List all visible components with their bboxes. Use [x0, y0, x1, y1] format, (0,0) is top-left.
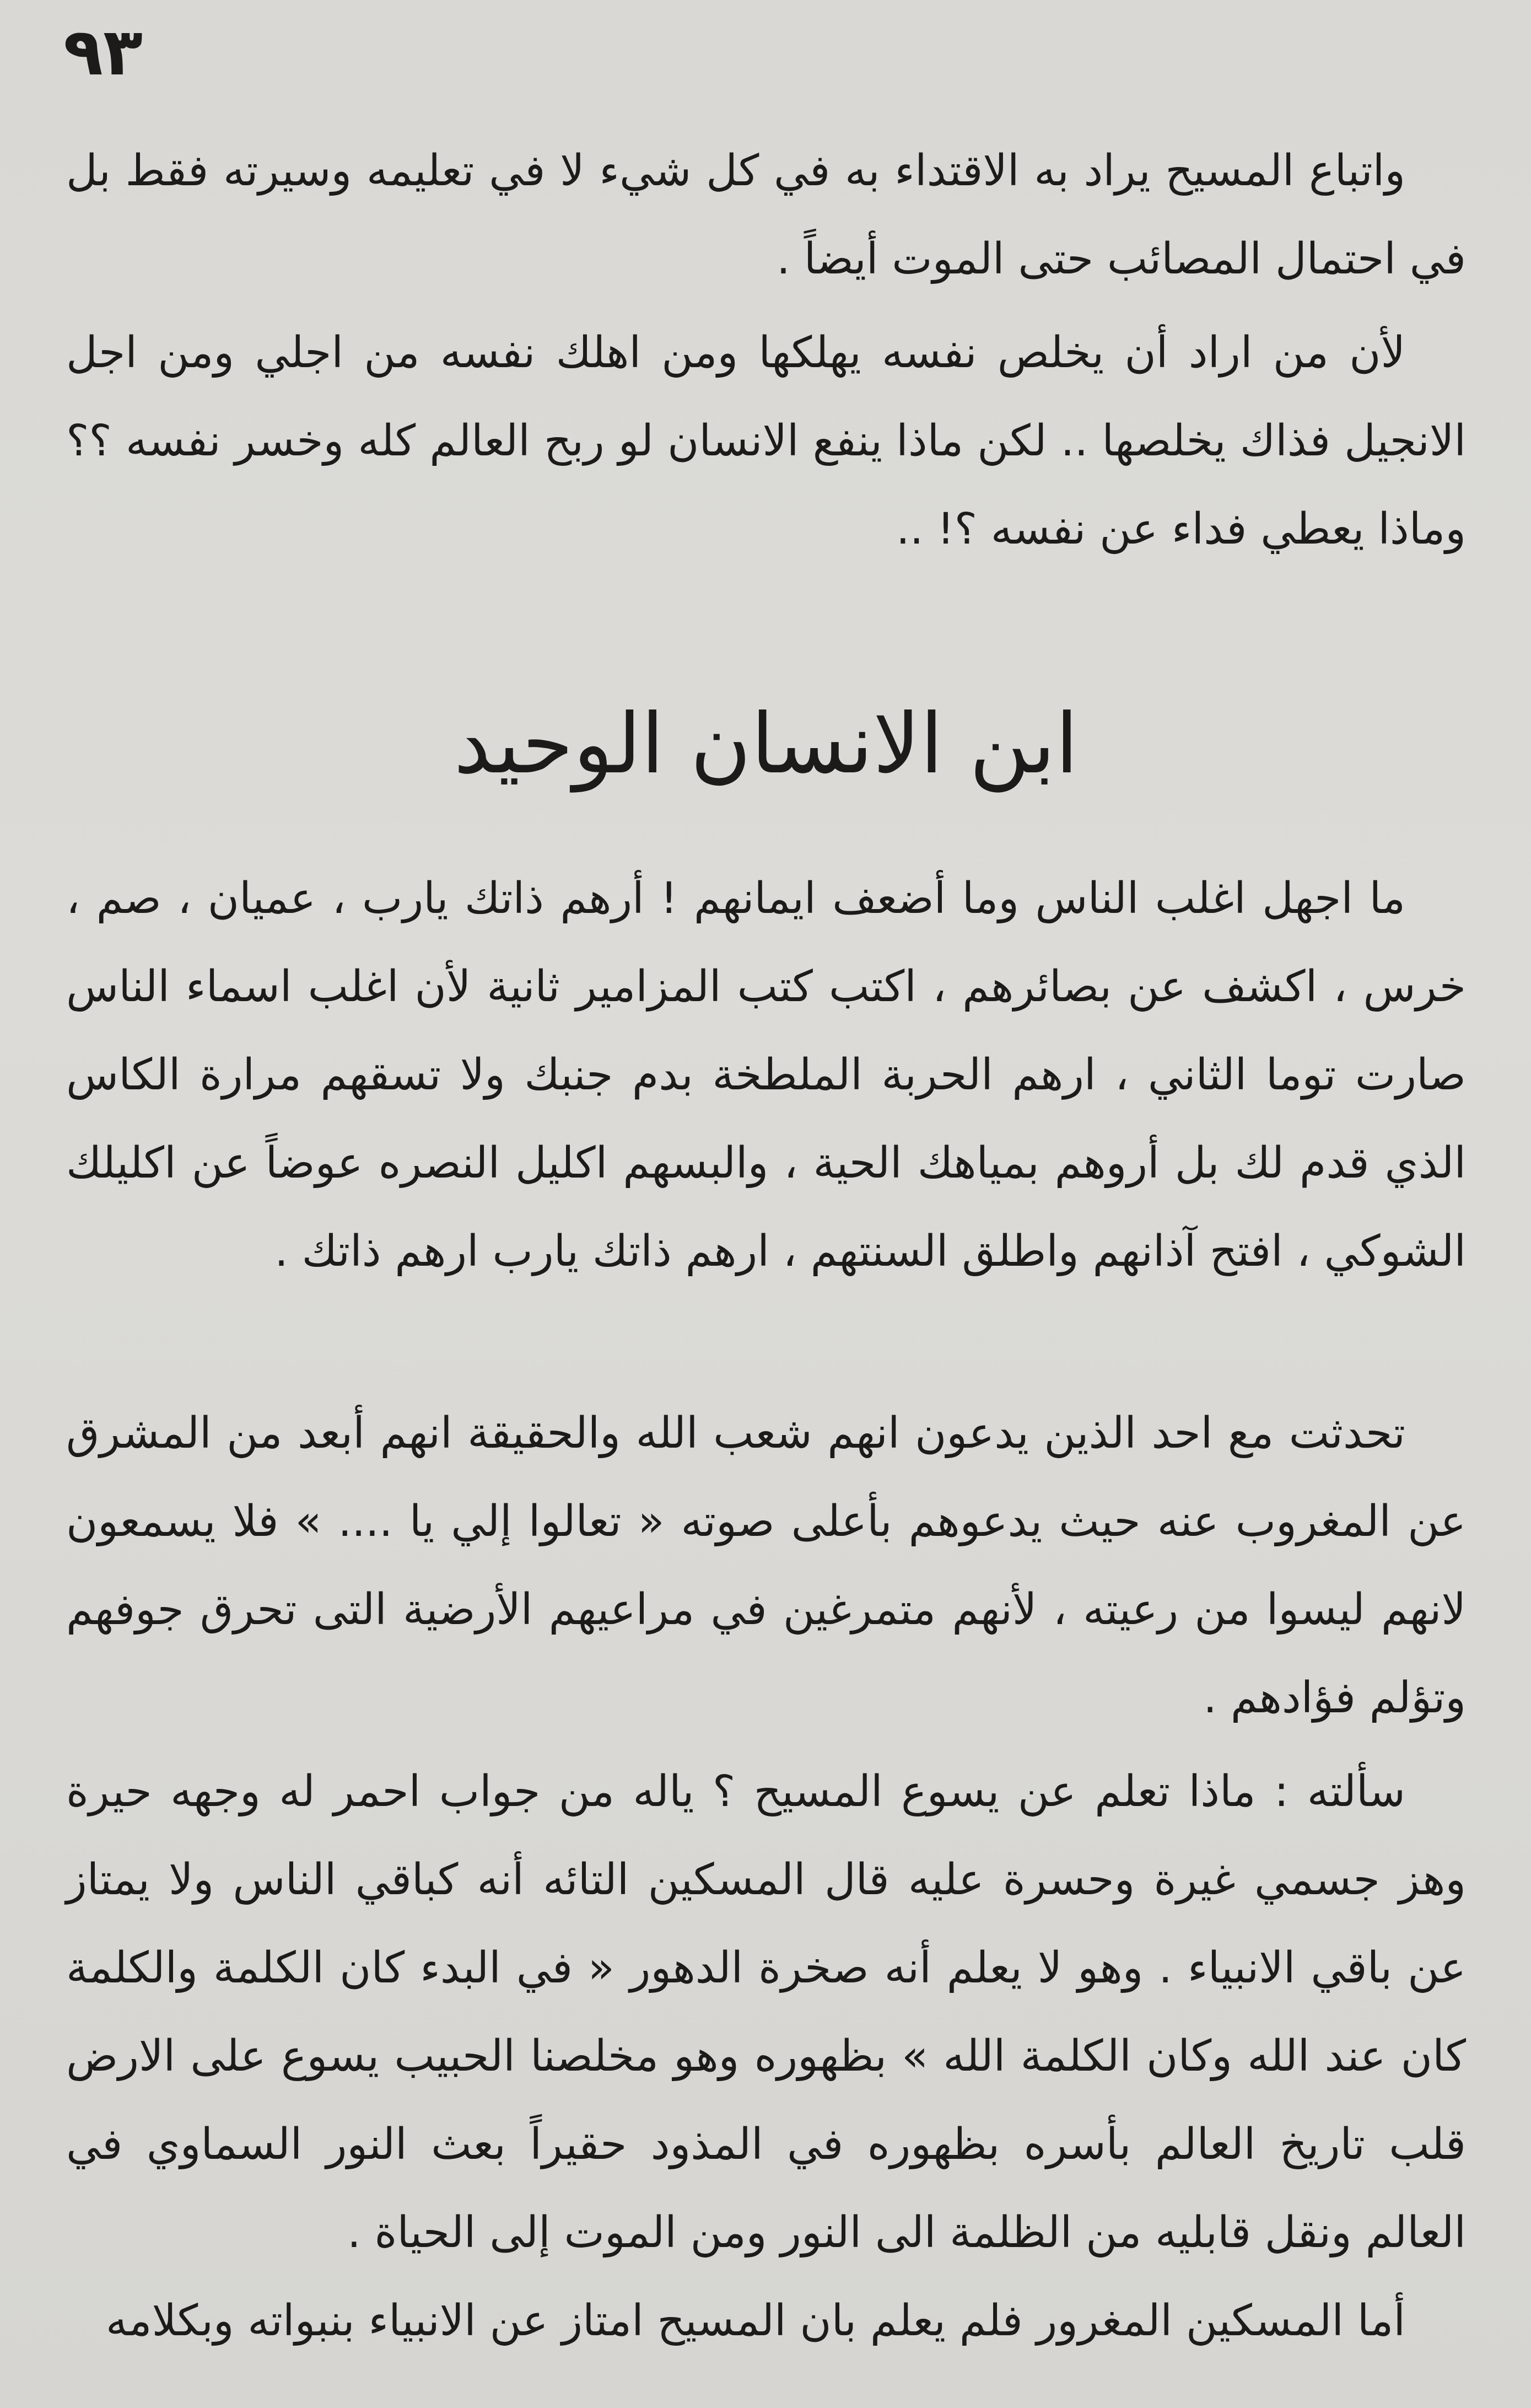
section-paragraph-2 [66, 1389, 1466, 1742]
section-paragraph-3 [66, 1748, 1466, 2277]
paragraph-text: واتباع المسيح يراد به الاقتداء به في كل شيء لا في تعليمه وسيرته فقط بل في احتمال المصائب حتى الموت أيضاً . [66, 146, 1466, 284]
page-number: ٩٣ [63, 14, 143, 90]
paragraph-2 [66, 309, 1466, 573]
section-paragraph-1 [66, 854, 1466, 1296]
paragraph-text: تحدثت مع احد الذين يدعون انهم شعب الله والحقيقة انهم أبعد من المشرق عن المغروب عنه حيث يدعوهم بأعلى صوته « تعالوا إلي يا .... » فلا يسمعون لانهم ليسوا من رعيته ، لأنهم متمرغين في مراعيهم الأرضية التى تحرق جوفهم وتؤلم فؤادهم . [66, 1409, 1466, 1723]
paragraph-text: أما المسكين المغرور فلم يعلم بان المسيح امتاز عن الانبياء بنبواته وبكلامه [105, 2296, 1405, 2346]
section-paragraph-4 [66, 2277, 1466, 2365]
paragraph-text: لأن من اراد أن يخلص نفسه يهلكها ومن اهلك نفسه من اجلي ومن اجل الانجيل فذاك يخلصها .. لكن ماذا ينفع الانسان لو ربح العالم كله وخسر نفسه ؟؟ وماذا يعطي فداء عن نفسه ؟! .. [66, 328, 1466, 554]
paragraph-1 [66, 127, 1466, 303]
section-heading: ابن الانسان الوحيد [454, 696, 1079, 792]
paragraph-text: ما اجهل اغلب الناس وما أضعف ايمانهم ! أرهم ذاتك يارب ، عميان ، صم ، خرس ، اكشف عن بصائرهم ، اكتب كتب المزامير ثانية لأن اغلب اسماء الناس صارت توما الثاني ، ارهم الحربة الملطخة بدم جنبك ولا تسقهم مرارة الكاس الذي قدم لك بل أروهم بمياهك الحية ، والبسهم اكليل النصره عوضاً عن اكليلك الشوكي ، افتح آذانهم واطلق السنتهم ، ارهم ذاتك يارب ارهم ذاتك . [66, 874, 1466, 1276]
paragraph-text: سألته : ماذا تعلم عن يسوع المسيح ؟ ياله من جواب احمر له وجهه حيرة وهز جسمي غيرة وحسرة عليه قال المسكين التائه أنه كباقي الناس ولا يمتاز عن باقي الانبياء . وهو لا يعلم أنه صخرة الدهور « في البدء كان الكلمة والكلمة كان عند الله وكان الكلمة الله » بظهوره وهو مخلصنا الحبيب يسوع على الارض قلب تاريخ العالم بأسره بظهوره في المذود حقيراً بعث النور السماوي في العالم ونقل قابليه من الظلمة الى النور ومن الموت إلى الحياة . [66, 1767, 1466, 2258]
